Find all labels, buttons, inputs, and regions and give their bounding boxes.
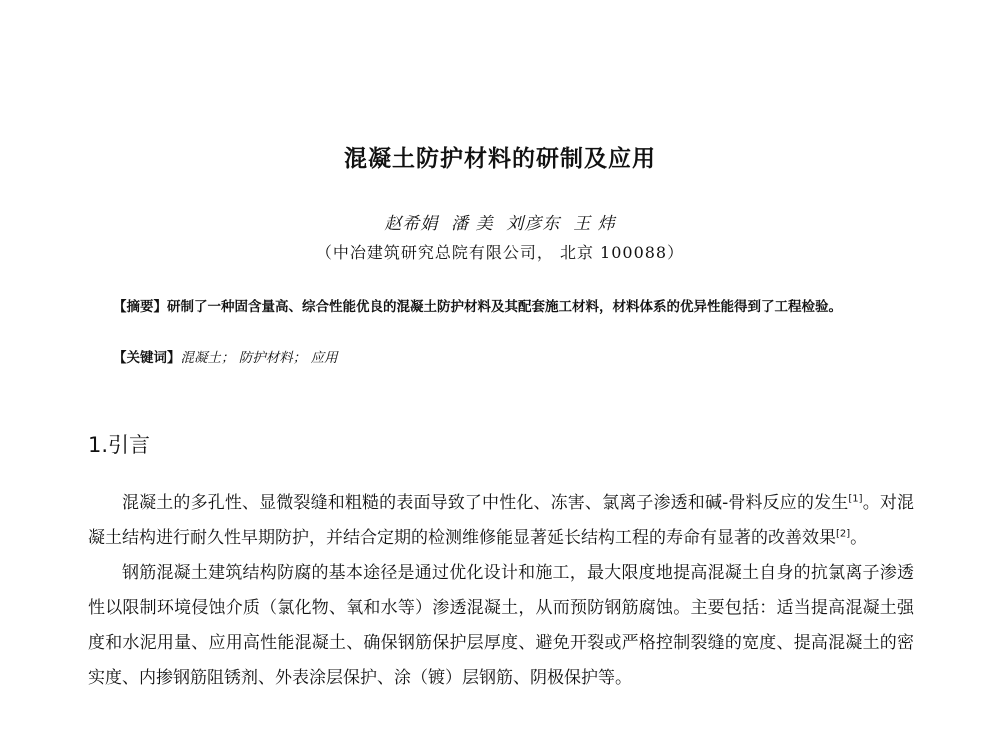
citation-1: [1] [848,493,863,505]
paragraph-1-text-c: 。 [850,528,868,548]
paragraph-1-text-a: 混凝土的多孔性、显微裂缝和粗糙的表面导致了中性化、冻害、氯离子渗透和碱-骨料反应的发生 [122,493,849,513]
section-body [88,486,914,696]
keywords [113,348,893,368]
paper-title: 混凝土防护材料的研制及应用 [344,146,656,172]
abstract-text: 研制了一种固含量高、综合性能优良的混凝土防护材料及其配套施工材料，材料体系的优异性能得到了工程检验。 [167,299,842,315]
keywords-text: 混凝土； 防护材料； 应用 [180,350,338,366]
paragraph-2: 钢筋混凝土建筑结构防腐的基本途径是通过优化设计和施工，最大限度地提高混凝土自身的抗氯离子渗透性以限制环境侵蚀介质（氯化物、氧和水等）渗透混凝土，从而预防钢筋腐蚀。主要包括：适当提高混凝土强度和水泥用量、应用高性能混凝土、确保钢筋保护层厚度、避免开裂或严格控制裂缝的宽度、提高混凝土的密实度、内掺钢筋阻锈剂、外表涂层保护、涂（镀）层钢筋、阴极保护等。 [88,563,914,688]
paragraph-1-text-b: 。对混凝土结构进行耐久性早期防护，并结合定期的检测维修能显著延长结构工程的寿命有显著的改善效果 [88,493,914,548]
section-heading: 1.引言 [88,433,151,457]
keywords-label: 【关键词】 [113,350,181,366]
paragraph-1 [88,486,914,556]
abstract-label: 【摘要】 [113,299,167,315]
author-list: 赵希娟 潘 美 刘彦东 王 炜 [384,214,616,234]
abstract [113,294,893,320]
citation-2: [2] [836,528,851,540]
affiliation: （中冶建筑研究总院有限公司， 北京 100088） [315,243,685,262]
